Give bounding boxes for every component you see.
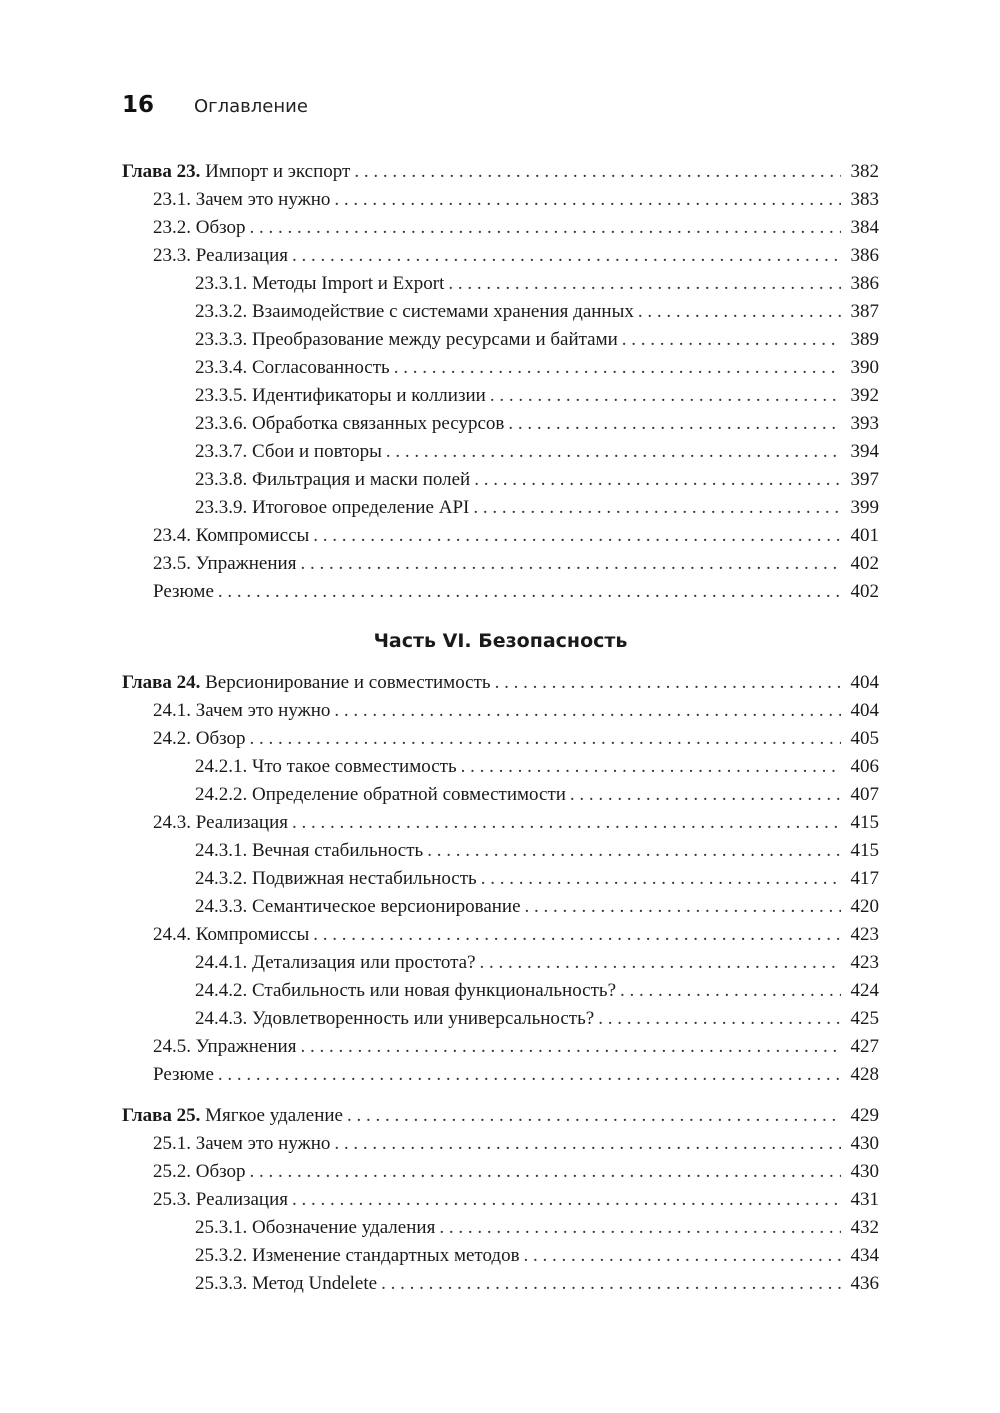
toc-entry-title: 24.2.2. Определение обратной совместимости — [195, 784, 566, 805]
toc-entry-title: 24.4.3. Удовлетворенность или универсальность? — [195, 1008, 595, 1029]
dot-leader — [461, 753, 841, 781]
toc-entry-title: 23.3.1. Методы Import и Export — [195, 273, 445, 294]
toc-entry[interactable] — [122, 1061, 879, 1089]
toc-entry-page: 383 — [850, 189, 879, 210]
toc-entry-page: 429 — [850, 1105, 879, 1126]
toc-entry-page: 415 — [850, 840, 879, 861]
toc-entry[interactable] — [122, 949, 879, 977]
dot-leader — [525, 893, 841, 921]
toc-entry[interactable] — [122, 1130, 879, 1158]
toc-entry-title: 25.2. Обзор — [153, 1161, 246, 1182]
toc-entry-page: 384 — [850, 217, 879, 238]
dot-leader — [570, 781, 841, 809]
toc-entry[interactable] — [122, 1158, 879, 1186]
toc-entry[interactable] — [122, 578, 879, 606]
dot-leader — [620, 977, 841, 1005]
toc-entry[interactable] — [122, 354, 879, 382]
toc-entry[interactable] — [122, 725, 879, 753]
toc-entry-title: 24.3.2. Подвижная нестабильность — [195, 868, 477, 889]
toc-entry-page: 434 — [850, 1245, 879, 1266]
toc-entry-title: Резюме — [153, 1064, 214, 1085]
toc-entry-title: 23.2. Обзор — [153, 217, 246, 238]
toc-entry[interactable] — [122, 921, 879, 949]
toc-entry-title: 24.3.1. Вечная стабильность — [195, 840, 424, 861]
chapter-title: Мягкое удаление — [205, 1105, 343, 1126]
toc-entry-title: 24.1. Зачем это нужно — [153, 700, 331, 721]
toc-entry-title: 25.3.3. Метод Undelete — [195, 1273, 378, 1294]
toc-entry-page: 389 — [850, 329, 879, 350]
chapter-spacer — [122, 1089, 879, 1102]
page-header — [122, 92, 308, 124]
dot-leader — [218, 578, 841, 606]
toc-entry[interactable] — [122, 1033, 879, 1061]
toc-entry[interactable] — [122, 298, 879, 326]
chapter-23-items — [122, 186, 879, 606]
toc-entry-page: 431 — [850, 1189, 879, 1210]
toc-entry[interactable] — [122, 781, 879, 809]
dot-leader — [490, 382, 841, 410]
dot-leader — [638, 298, 841, 326]
dot-leader — [334, 697, 841, 725]
toc-entry[interactable] — [122, 494, 879, 522]
toc-entry[interactable] — [122, 326, 879, 354]
toc-entry-page: 404 — [850, 700, 879, 721]
dot-leader — [292, 242, 841, 270]
toc-entry-title: 23.3.3. Преобразование между ресурсами и байтами — [195, 329, 618, 350]
dot-leader — [480, 949, 841, 977]
toc-entry-page: 415 — [850, 812, 879, 833]
toc-entry-page: 386 — [850, 273, 879, 294]
toc-entry-title: 23.3.8. Фильтрация и маски полей — [195, 469, 471, 490]
toc-entry[interactable] — [122, 1005, 879, 1033]
dot-leader — [292, 809, 841, 837]
dot-leader — [354, 158, 841, 186]
toc-entry-page: 424 — [850, 980, 879, 1001]
toc-entry-page: 420 — [850, 896, 879, 917]
toc-entry-title — [122, 669, 491, 697]
toc-entry[interactable] — [122, 1270, 879, 1298]
toc-entry-title: 23.3. Реализация — [153, 245, 288, 266]
toc-entry[interactable] — [122, 242, 879, 270]
toc-entry[interactable] — [122, 214, 879, 242]
toc-entry-page: 402 — [850, 581, 879, 602]
toc-entry-title: 23.3.5. Идентификаторы и коллизии — [195, 385, 486, 406]
toc-entry-title: 23.3.2. Взаимодействие с системами хранения данных — [195, 301, 634, 322]
toc-entry-title: 23.5. Упражнения — [153, 553, 297, 574]
toc-entry-title: Резюме — [153, 581, 214, 602]
toc-entry-page: 394 — [850, 441, 879, 462]
toc-entry-page: 428 — [850, 1064, 879, 1085]
toc-entry-title: 24.3. Реализация — [153, 812, 288, 833]
toc-entry-page: 387 — [850, 301, 879, 322]
part-heading: Часть VI. Безопасность — [373, 630, 628, 652]
toc-entry[interactable] — [122, 893, 879, 921]
toc-entry-page: 423 — [850, 924, 879, 945]
chapter-prefix: Глава 24. — [122, 672, 201, 693]
dot-leader — [495, 669, 841, 697]
toc-entry-title: 24.2.1. Что такое совместимость — [195, 756, 457, 777]
toc-entry-title: 24.4.1. Детализация или простота? — [195, 952, 476, 973]
dot-leader — [474, 466, 841, 494]
toc-entry[interactable] — [122, 837, 879, 865]
dot-leader — [313, 921, 841, 949]
dot-leader — [250, 214, 841, 242]
toc-entry-page: 402 — [850, 553, 879, 574]
toc-entry-title: 25.3.2. Изменение стандартных методов — [195, 1245, 520, 1266]
toc-entry-title: 24.4. Компромиссы — [153, 924, 310, 945]
chapter-prefix: Глава 25. — [122, 1105, 201, 1126]
toc-entry[interactable] — [122, 1214, 879, 1242]
toc-entry[interactable] — [122, 410, 879, 438]
dot-leader — [334, 1130, 841, 1158]
dot-leader — [292, 1186, 841, 1214]
toc-entry-title: 25.3.1. Обозначение удаления — [195, 1217, 436, 1238]
toc-entry-title: 24.2. Обзор — [153, 728, 246, 749]
dot-leader — [598, 1005, 841, 1033]
toc-entry-page: 436 — [850, 1273, 879, 1294]
dot-leader — [394, 354, 841, 382]
toc-entry[interactable] — [122, 697, 879, 725]
dot-leader — [386, 438, 841, 466]
dot-leader — [381, 1270, 841, 1298]
chapter-title: Импорт и экспорт — [205, 161, 351, 182]
toc-entry-title: 23.3.7. Сбои и повторы — [195, 441, 382, 462]
dot-leader — [313, 522, 841, 550]
dot-leader — [427, 837, 841, 865]
toc-entry[interactable] — [122, 522, 879, 550]
toc-entry[interactable] — [122, 466, 879, 494]
chapter-24-entry[interactable] — [122, 669, 879, 697]
chapter-24-items — [122, 697, 879, 1089]
toc-entry-title — [122, 1102, 343, 1130]
dot-leader — [300, 1033, 841, 1061]
toc-entry-page: 430 — [850, 1133, 879, 1154]
toc-entry[interactable] — [122, 865, 879, 893]
page-number: 16 — [122, 92, 155, 118]
toc-entry-title: 24.4.2. Стабильность или новая функциональность? — [195, 980, 617, 1001]
toc-entry[interactable] — [122, 382, 879, 410]
toc-entry-title: 24.3.3. Семантическое версионирование — [195, 896, 521, 917]
toc-entry[interactable] — [122, 753, 879, 781]
toc-entry-page: 392 — [850, 385, 879, 406]
toc-entry-page: 404 — [850, 672, 879, 693]
chapter-prefix: Глава 23. — [122, 161, 201, 182]
toc-entry-page: 382 — [850, 161, 879, 182]
toc-entry-title: 25.1. Зачем это нужно — [153, 1133, 331, 1154]
dot-leader — [347, 1102, 841, 1130]
toc-entry[interactable] — [122, 550, 879, 578]
chapter-25-items — [122, 1130, 879, 1298]
chapter-23-entry[interactable] — [122, 158, 879, 186]
dot-leader — [473, 494, 841, 522]
chapter-25-entry[interactable] — [122, 1102, 879, 1130]
toc-entry[interactable] — [122, 977, 879, 1005]
table-of-contents — [122, 158, 879, 1298]
toc-entry-page: 406 — [850, 756, 879, 777]
toc-entry-title: 23.3.4. Согласованность — [195, 357, 390, 378]
toc-entry-page: 386 — [850, 245, 879, 266]
dot-leader — [250, 725, 841, 753]
dot-leader — [218, 1061, 841, 1089]
dot-leader — [481, 865, 841, 893]
dot-leader — [250, 1158, 841, 1186]
toc-entry-page: 405 — [850, 728, 879, 749]
toc-entry[interactable] — [122, 809, 879, 837]
toc-entry-page: 417 — [850, 868, 879, 889]
toc-entry-title: 23.3.6. Обработка связанных ресурсов — [195, 413, 505, 434]
toc-entry[interactable] — [122, 270, 879, 298]
dot-leader — [524, 1242, 841, 1270]
dot-leader — [622, 326, 841, 354]
toc-entry-page: 399 — [850, 497, 879, 518]
toc-entry-title: 23.1. Зачем это нужно — [153, 189, 331, 210]
toc-entry[interactable] — [122, 1186, 879, 1214]
toc-entry-page: 407 — [850, 784, 879, 805]
toc-entry-title: 23.3.9. Итоговое определение API — [195, 497, 470, 518]
toc-entry-page: 423 — [850, 952, 879, 973]
toc-entry-page: 397 — [850, 469, 879, 490]
chapter-title: Версионирование и совместимость — [205, 672, 491, 693]
toc-entry-title: 23.4. Компромиссы — [153, 525, 310, 546]
dot-leader — [508, 410, 841, 438]
toc-entry-page: 390 — [850, 357, 879, 378]
toc-entry[interactable] — [122, 1242, 879, 1270]
dot-leader — [439, 1214, 841, 1242]
toc-entry-page: 427 — [850, 1036, 879, 1057]
toc-entry-title: 25.3. Реализация — [153, 1189, 288, 1210]
toc-entry-title — [122, 158, 350, 186]
toc-entry-page: 430 — [850, 1161, 879, 1182]
toc-entry[interactable] — [122, 186, 879, 214]
running-title: Оглавление — [194, 96, 308, 117]
toc-entry-page: 432 — [850, 1217, 879, 1238]
dot-leader — [448, 270, 841, 298]
toc-entry-title: 24.5. Упражнения — [153, 1036, 297, 1057]
toc-entry-page: 425 — [850, 1008, 879, 1029]
dot-leader — [334, 186, 841, 214]
dot-leader — [300, 550, 841, 578]
toc-entry-page: 393 — [850, 413, 879, 434]
toc-entry[interactable] — [122, 438, 879, 466]
toc-entry-page: 401 — [850, 525, 879, 546]
